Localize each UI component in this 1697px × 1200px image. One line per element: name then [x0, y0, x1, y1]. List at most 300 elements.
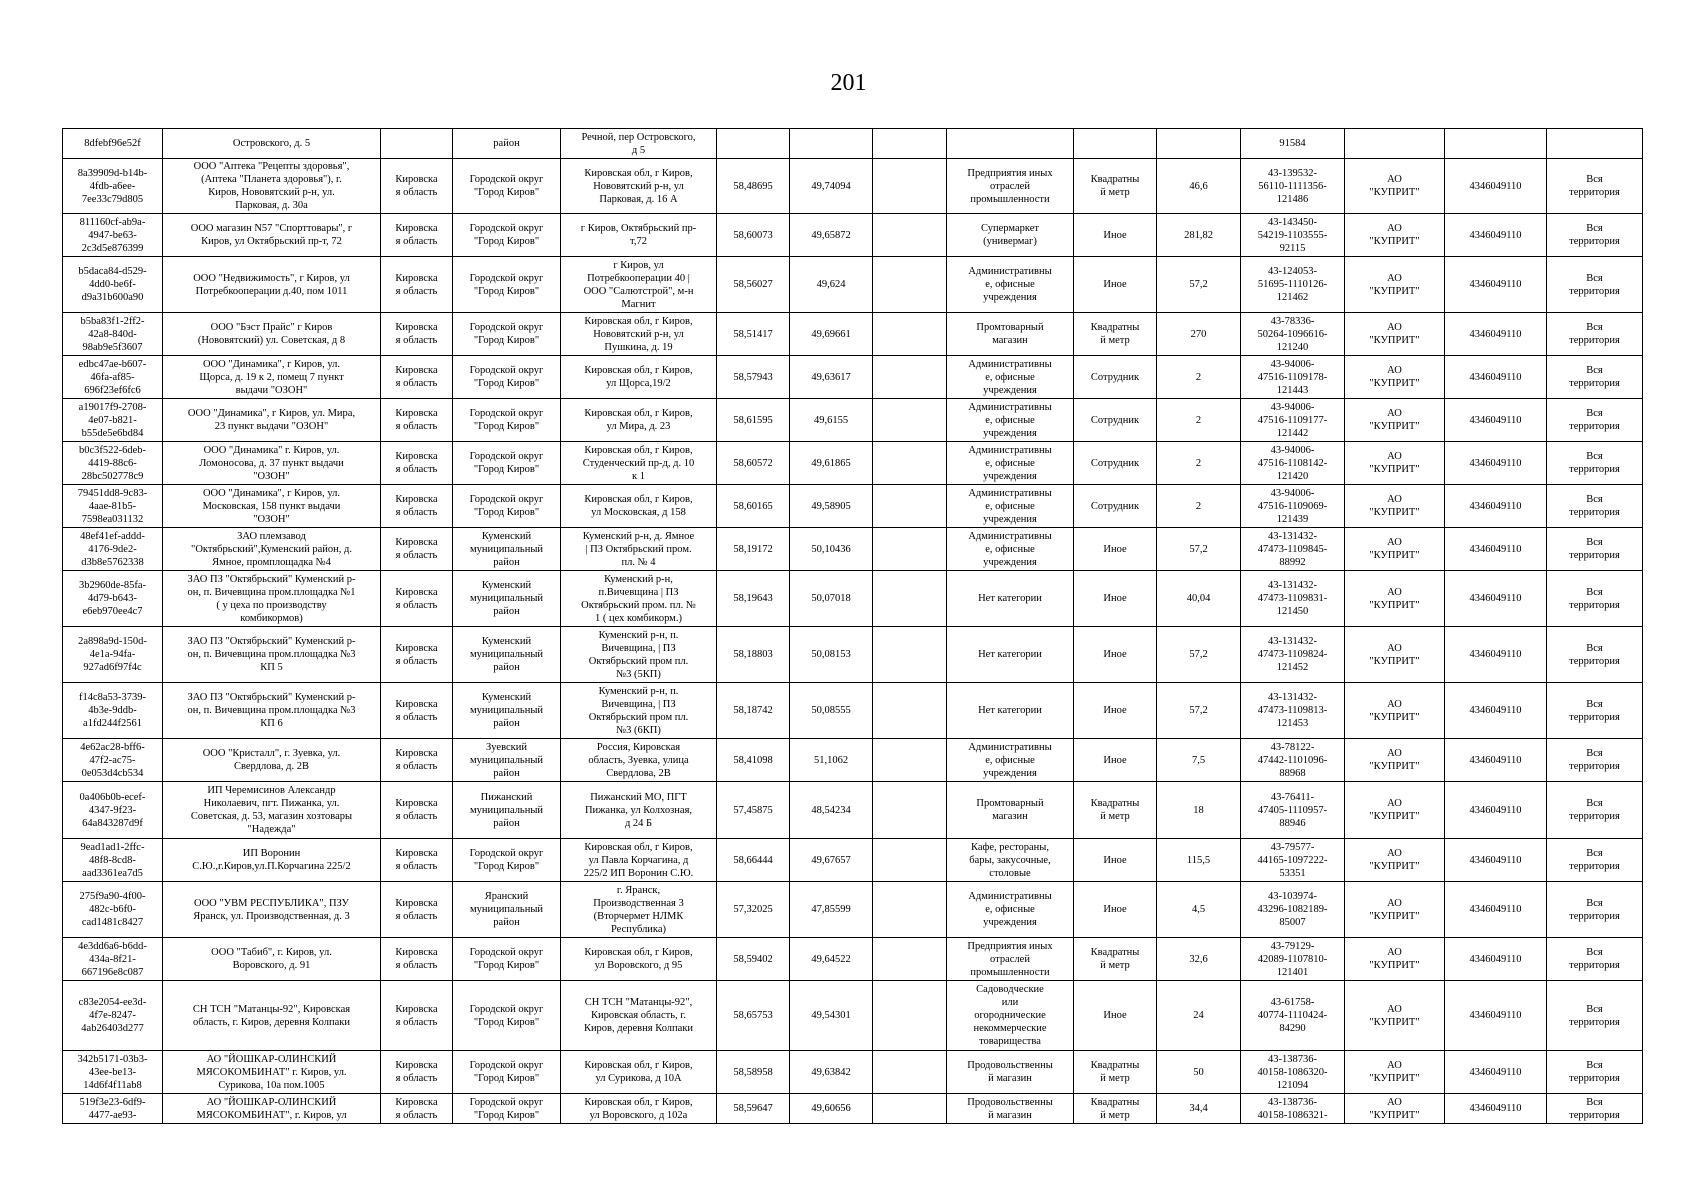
cell-text: 811160cf-ab9a- 4947-be63- 2c3d5e876399 — [79, 216, 146, 254]
cell-address — [561, 981, 717, 1051]
cell-operator — [1345, 528, 1445, 571]
cell-category — [947, 313, 1074, 356]
cell-organization — [163, 571, 381, 627]
cell-unit — [1074, 839, 1157, 882]
cell-text: Вся территория — [1569, 537, 1620, 561]
cell-latitude — [717, 313, 790, 356]
cell-unit — [1074, 683, 1157, 739]
cell-text: Городской округ "Город Киров" — [469, 1060, 544, 1084]
cell-text: Нет категории — [978, 705, 1042, 716]
cell-longitude — [790, 528, 873, 571]
cell-text: Вся территория — [1569, 798, 1620, 822]
cell-site-code — [1241, 159, 1345, 214]
cell-quantity — [1157, 159, 1241, 214]
cell-longitude — [790, 627, 873, 683]
cell-text: АО "КУПРИТ" — [1369, 223, 1420, 247]
cell-empty — [873, 313, 947, 356]
cell-unit — [1074, 1094, 1157, 1124]
cell-region — [381, 214, 453, 257]
cell-municipality — [453, 257, 561, 313]
cell-inn — [1445, 1094, 1547, 1124]
cell-text: Городской округ "Город Киров" — [469, 322, 544, 346]
registry-table — [62, 128, 1643, 1124]
cell-text: Кировска я область — [395, 174, 438, 198]
cell-record-id — [63, 1051, 163, 1094]
cell-quantity — [1157, 882, 1241, 938]
cell-text: Кировская обл, г Киров, ул Воровского, д 95 — [584, 947, 693, 971]
table-row — [63, 257, 1643, 313]
cell-longitude — [790, 1094, 873, 1124]
cell-territory — [1547, 882, 1643, 938]
cell-quantity — [1157, 739, 1241, 782]
cell-text: ООО "Динамика", г Киров, ул. Московская, 158 пункт выдачи "ОЗОН" — [202, 487, 341, 525]
cell-text: Административны е, офисные учреждения — [968, 444, 1052, 482]
cell-region — [381, 839, 453, 882]
cell-quantity — [1157, 214, 1241, 257]
cell-text: 58,19172 — [733, 543, 773, 555]
cell-latitude — [717, 356, 790, 399]
cell-organization — [163, 683, 381, 739]
table-row — [63, 313, 1643, 356]
cell-region — [381, 313, 453, 356]
cell-text: СН ТСН "Матанцы-92", Кировская область, г. Киров, деревня Колпаки — [583, 997, 694, 1034]
cell-text: 57,32025 — [733, 904, 773, 915]
cell-latitude — [717, 442, 790, 485]
cell-category — [947, 882, 1074, 938]
cell-text: АО "КУПРИТ" — [1369, 1003, 1420, 1028]
cell-inn — [1445, 782, 1547, 839]
cell-text: 43-103974- 43296-1082189- 85007 — [1257, 891, 1328, 928]
cell-text: 58,57943 — [733, 371, 773, 383]
cell-address — [561, 1051, 717, 1094]
cell-latitude — [717, 1051, 790, 1094]
cell-municipality — [453, 129, 561, 159]
cell-site-code — [1241, 683, 1345, 739]
cell-text: 2 — [1195, 457, 1202, 469]
cell-text: 4346049110 — [1469, 854, 1522, 866]
cell-quantity — [1157, 839, 1241, 882]
cell-text: 49,67657 — [811, 854, 851, 866]
cell-organization — [163, 1051, 381, 1094]
cell-text: 4,5 — [1191, 904, 1206, 915]
cell-text: 49,54301 — [811, 1010, 851, 1021]
cell-text: 58,65753 — [733, 1010, 773, 1021]
cell-text: 50,08555 — [811, 705, 851, 716]
cell-operator — [1345, 129, 1445, 159]
cell-text: АО "КУПРИТ" — [1369, 698, 1420, 723]
table-row — [63, 739, 1643, 782]
cell-quantity — [1157, 782, 1241, 839]
cell-category — [947, 981, 1074, 1051]
cell-text: 43-124053- 51695-1110126- 121462 — [1257, 266, 1328, 303]
cell-site-code — [1241, 129, 1345, 159]
cell-text: Куменский муниципальный район — [469, 692, 544, 729]
cell-text: ООО "Бэст Прайс" г Киров (Нововятский) ул. Советская, д 8 — [197, 322, 346, 346]
cell-text: Кировская обл, г Киров, ул Воровского, д 102а — [584, 1096, 693, 1121]
cell-longitude — [790, 356, 873, 399]
cell-empty — [873, 683, 947, 739]
cell-text: Иное — [1103, 649, 1127, 660]
cell-text: 58,48695 — [733, 180, 773, 192]
cell-address — [561, 129, 717, 159]
cell-empty — [873, 159, 947, 214]
cell-territory — [1547, 442, 1643, 485]
cell-text: 4346049110 — [1469, 705, 1522, 716]
cell-address — [561, 683, 717, 739]
cell-address — [561, 485, 717, 528]
cell-operator — [1345, 627, 1445, 683]
cell-text: 4346049110 — [1469, 279, 1522, 290]
cell-inn — [1445, 356, 1547, 399]
cell-empty — [873, 739, 947, 782]
cell-empty — [873, 627, 947, 683]
cell-operator — [1345, 257, 1445, 313]
cell-text: АО "КУПРИТ" — [1369, 1060, 1420, 1084]
cell-text: Вся территория — [1569, 1003, 1620, 1028]
cell-text: Вся территория — [1569, 365, 1620, 389]
cell-unit — [1074, 399, 1157, 442]
cell-inn — [1445, 839, 1547, 882]
cell-text: Вся территория — [1569, 494, 1620, 518]
cell-empty — [873, 571, 947, 627]
cell-text: Иное — [1103, 279, 1127, 290]
cell-text: 0a406b0b-ecef- 4347-9f23- 64a843287d9f — [79, 791, 146, 829]
cell-longitude — [790, 129, 873, 159]
cell-empty — [873, 356, 947, 399]
cell-text: Городской округ "Город Киров" — [469, 1096, 544, 1121]
cell-organization — [163, 485, 381, 528]
cell-text: Кировска я область — [395, 365, 438, 389]
cell-inn — [1445, 981, 1547, 1051]
cell-record-id — [63, 528, 163, 571]
cell-text: 58,60073 — [733, 229, 773, 241]
cell-text: АО "КУПРИТ" — [1369, 174, 1420, 198]
cell-text: Кировская обл, г Киров, ул Щорса,19/2 — [584, 365, 693, 389]
cell-inn — [1445, 257, 1547, 313]
cell-text: ИП Воронин С.Ю.,г.Киров,ул.П.Корчагина 225/2 — [192, 848, 351, 872]
cell-text: 4346049110 — [1469, 180, 1522, 192]
cell-category — [947, 1051, 1074, 1094]
cell-text: Зуевский муниципальный район — [469, 741, 544, 779]
cell-text: Яранский муниципальный район — [469, 891, 544, 928]
cell-text: Иное — [1103, 543, 1127, 555]
cell-site-code — [1241, 1094, 1345, 1124]
cell-text: Административны е, офисные учреждения — [968, 741, 1052, 779]
cell-latitude — [717, 214, 790, 257]
cell-text: ЗАО племзавод "Октябрьский",Куменский район, д. Ямное, промплощадка №4 — [191, 530, 352, 568]
cell-longitude — [790, 257, 873, 313]
cell-text: Островского, д. 5 — [232, 138, 311, 149]
cell-municipality — [453, 313, 561, 356]
cell-text: Иное — [1103, 1010, 1127, 1021]
cell-organization — [163, 882, 381, 938]
cell-text: г. Яранск, Производственная 3 (Вторчермет НЛМК Республика) — [593, 884, 684, 935]
cell-text: 49,6155 — [813, 414, 849, 426]
cell-text: Квадратны й метр — [1090, 798, 1140, 822]
cell-text: 43-94006- 47516-1109178- 121443 — [1257, 358, 1328, 396]
cell-latitude — [717, 739, 790, 782]
cell-empty — [873, 485, 947, 528]
cell-quantity — [1157, 442, 1241, 485]
cell-text: АО "КУПРИТ" — [1369, 848, 1420, 872]
cell-territory — [1547, 313, 1643, 356]
cell-operator — [1345, 313, 1445, 356]
cell-text: ООО "Табиб", г. Киров, ул. Воровского, д. 91 — [211, 947, 332, 971]
cell-quantity — [1157, 528, 1241, 571]
cell-text: 43-79577- 44165-1097222- 53351 — [1257, 841, 1328, 879]
cell-record-id — [63, 129, 163, 159]
cell-text: 43-131432- 47473-1109845- 88992 — [1257, 530, 1328, 568]
cell-text: 49,64522 — [811, 953, 851, 965]
cell-text: 58,59402 — [733, 953, 773, 965]
cell-category — [947, 356, 1074, 399]
cell-record-id — [63, 356, 163, 399]
cell-empty — [873, 782, 947, 839]
table-row — [63, 399, 1643, 442]
cell-territory — [1547, 782, 1643, 839]
cell-text: Административны е, офисные учреждения — [968, 358, 1052, 396]
cell-unit — [1074, 442, 1157, 485]
cell-text: Предприятия иных отраслей промышленности — [967, 940, 1053, 978]
cell-latitude — [717, 938, 790, 981]
cell-text: 4346049110 — [1469, 414, 1522, 426]
cell-text: Городской округ "Город Киров" — [469, 848, 544, 872]
cell-region — [381, 1051, 453, 1094]
cell-inn — [1445, 214, 1547, 257]
cell-text: 40,04 — [1186, 593, 1211, 604]
cell-text: Кировска я область — [395, 947, 438, 971]
cell-municipality — [453, 627, 561, 683]
cell-text: Городской округ "Город Киров" — [469, 408, 544, 432]
cell-territory — [1547, 257, 1643, 313]
cell-record-id — [63, 571, 163, 627]
cell-site-code — [1241, 839, 1345, 882]
cell-text: Кировска я область — [395, 1060, 438, 1084]
cell-longitude — [790, 739, 873, 782]
cell-text: АО "КУПРИТ" — [1369, 272, 1420, 297]
cell-region — [381, 938, 453, 981]
cell-text: ООО "Аптека "Рецепты здоровья", (Аптека "Планета здоровья"), г. Киров, Нововятский р-н, ул. Парковая, д. 30а — [193, 161, 350, 211]
cell-text: АО "КУПРИТ" — [1369, 947, 1420, 971]
cell-empty — [873, 839, 947, 882]
cell-quantity — [1157, 485, 1241, 528]
cell-unit — [1074, 528, 1157, 571]
cell-municipality — [453, 528, 561, 571]
cell-territory — [1547, 485, 1643, 528]
cell-text: Пижанский муниципальный район — [469, 791, 544, 829]
cell-category — [947, 839, 1074, 882]
cell-text: b5daca84-d529- 4dd0-be6f- d9a31b600a90 — [78, 266, 147, 303]
cell-text: 4346049110 — [1469, 953, 1522, 965]
cell-text: Вся территория — [1569, 642, 1620, 667]
cell-region — [381, 485, 453, 528]
cell-text: 50 — [1193, 1066, 1204, 1078]
cell-category — [947, 683, 1074, 739]
cell-text: Городской округ "Город Киров" — [469, 174, 544, 198]
cell-text: ООО "Динамика" г. Киров, ул. Ломоносова, д. 37 пункт выдачи "ОЗОН" — [199, 444, 344, 482]
cell-text: г Киров, Октябрьский пр- т,72 — [580, 223, 697, 247]
cell-text: 57,2 — [1189, 705, 1208, 716]
cell-category — [947, 159, 1074, 214]
cell-text: 43-131432- 47473-1109824- 121452 — [1257, 636, 1328, 673]
cell-text: Промтоварный магазин — [976, 798, 1044, 822]
table-row — [63, 356, 1643, 399]
cell-record-id — [63, 399, 163, 442]
cell-text: Куменский муниципальный район — [469, 580, 544, 617]
cell-text: 79451dd8-9c83- 4aae-81b5- 7598ea031132 — [77, 487, 148, 525]
cell-text: ООО "Динамика", г Киров, ул. Мира, 23 пункт выдачи "ОЗОН" — [187, 408, 356, 432]
cell-region — [381, 442, 453, 485]
cell-site-code — [1241, 257, 1345, 313]
cell-text: 48,54234 — [811, 804, 851, 816]
cell-address — [561, 938, 717, 981]
cell-organization — [163, 739, 381, 782]
cell-inn — [1445, 442, 1547, 485]
cell-address — [561, 214, 717, 257]
cell-text: Кировска я область — [395, 698, 438, 723]
cell-operator — [1345, 159, 1445, 214]
cell-text: 4346049110 — [1469, 804, 1522, 816]
cell-record-id — [63, 313, 163, 356]
cell-record-id — [63, 257, 163, 313]
cell-text: 49,60656 — [811, 1103, 851, 1114]
cell-text: ООО "Недвижимость", г Киров, ул Потребкооперации д.40, пом 1011 — [193, 272, 350, 297]
cell-operator — [1345, 981, 1445, 1051]
cell-organization — [163, 782, 381, 839]
cell-text: 4346049110 — [1469, 649, 1522, 660]
cell-text: 2a898a9d-150d- 4e1a-94fa- 927ad6f97f4c — [78, 636, 147, 673]
cell-category — [947, 442, 1074, 485]
cell-empty — [873, 399, 947, 442]
cell-site-code — [1241, 399, 1345, 442]
cell-text: Иное — [1103, 705, 1127, 716]
cell-quantity — [1157, 356, 1241, 399]
cell-empty — [873, 214, 947, 257]
cell-territory — [1547, 214, 1643, 257]
cell-latitude — [717, 129, 790, 159]
cell-text: 275f9a90-4f00- 482c-b6f0- cad1481c8427 — [79, 891, 146, 928]
cell-text: Сотрудник — [1090, 371, 1140, 383]
cell-empty — [873, 1051, 947, 1094]
cell-text: 4346049110 — [1469, 229, 1522, 241]
cell-text: 7,5 — [1191, 754, 1206, 766]
cell-text: Городской округ "Город Киров" — [469, 947, 544, 971]
cell-text: 4346049110 — [1469, 500, 1522, 512]
cell-region — [381, 356, 453, 399]
cell-text: 58,51417 — [733, 328, 773, 340]
cell-organization — [163, 129, 381, 159]
cell-operator — [1345, 442, 1445, 485]
cell-site-code — [1241, 442, 1345, 485]
cell-inn — [1445, 528, 1547, 571]
cell-text: Кировска я область — [395, 322, 438, 346]
cell-text: Кировская обл, г Киров, ул Московская, д 158 — [584, 494, 693, 518]
cell-text: АО "ЙОШКАР-ОЛИНСКИЙ МЯСОКОМБИНАТ" г. Киров, ул. Сурикова, 10а пом.1005 — [196, 1053, 347, 1091]
cell-unit — [1074, 627, 1157, 683]
cell-text: 58,41098 — [733, 754, 773, 766]
cell-longitude — [790, 159, 873, 214]
table-row — [63, 938, 1643, 981]
cell-quantity — [1157, 683, 1241, 739]
cell-inn — [1445, 882, 1547, 938]
cell-territory — [1547, 683, 1643, 739]
cell-text: АО "КУПРИТ" — [1369, 748, 1420, 772]
cell-text: Вся территория — [1569, 322, 1620, 346]
cell-text: 34,4 — [1189, 1103, 1208, 1114]
cell-organization — [163, 442, 381, 485]
cell-text: Административны е, офисные учреждения — [968, 266, 1052, 303]
cell-text: 58,61595 — [733, 414, 773, 426]
cell-operator — [1345, 571, 1445, 627]
cell-text: 48ef41ef-addd- 4176-9de2- d3b8e5762338 — [80, 530, 145, 568]
cell-category — [947, 129, 1074, 159]
cell-text: Кировска я область — [395, 798, 438, 822]
cell-inn — [1445, 739, 1547, 782]
cell-region — [381, 257, 453, 313]
cell-text: 49,63617 — [811, 371, 851, 383]
cell-longitude — [790, 571, 873, 627]
cell-site-code — [1241, 981, 1345, 1051]
cell-text: Куменский р-н, д. Ямное | ПЗ Октябрьский пром. пл. № 4 — [582, 530, 695, 568]
cell-organization — [163, 528, 381, 571]
cell-text: 4346049110 — [1469, 593, 1522, 604]
cell-latitude — [717, 839, 790, 882]
cell-text: Вся территория — [1569, 748, 1620, 772]
cell-text: Садоводческие или огороднические некоммерческие товарищества — [973, 984, 1047, 1047]
cell-text: Городской округ "Город Киров" — [469, 223, 544, 247]
cell-text: 43-78122- 47442-1101096- 88968 — [1257, 741, 1328, 779]
cell-text: Городской округ "Город Киров" — [469, 365, 544, 389]
cell-territory — [1547, 399, 1643, 442]
cell-territory — [1547, 938, 1643, 981]
cell-operator — [1345, 882, 1445, 938]
cell-region — [381, 782, 453, 839]
cell-text: ИП Черемисинов Александр Николаевич, пгт. Пижанка, ул. Советская, д. 53, магазин хозтовары "Надежда" — [190, 785, 353, 835]
cell-longitude — [790, 442, 873, 485]
cell-text: Вся территория — [1569, 1060, 1620, 1084]
cell-region — [381, 571, 453, 627]
cell-text: АО "КУПРИТ" — [1369, 897, 1420, 922]
cell-text: Квадратны й метр — [1090, 1060, 1140, 1084]
cell-text: 4346049110 — [1469, 754, 1522, 766]
cell-text: 58,56027 — [733, 279, 773, 290]
cell-text: Сотрудник — [1090, 500, 1140, 512]
cell-text: Кафе, рестораны, бары, закусочные, столовые — [969, 841, 1051, 879]
cell-record-id — [63, 442, 163, 485]
cell-address — [561, 257, 717, 313]
table-row — [63, 1094, 1643, 1124]
cell-inn — [1445, 627, 1547, 683]
cell-text: Продовольственны й магазин — [967, 1096, 1053, 1121]
cell-text: 49,58905 — [811, 500, 851, 512]
cell-text: 4346049110 — [1469, 543, 1522, 555]
table-row — [63, 159, 1643, 214]
cell-record-id — [63, 839, 163, 882]
table-row — [63, 1051, 1643, 1094]
cell-latitude — [717, 981, 790, 1051]
cell-territory — [1547, 1051, 1643, 1094]
cell-territory — [1547, 159, 1643, 214]
table-row — [63, 981, 1643, 1051]
cell-text: 58,18742 — [733, 705, 773, 716]
cell-text: ООО "Динамика", г Киров, ул. Щорса, д. 19 к 2, помещ 7 пункт выдачи "ОЗОН" — [199, 358, 344, 396]
cell-organization — [163, 399, 381, 442]
cell-text: Иное — [1103, 854, 1127, 866]
cell-text: 57,2 — [1189, 279, 1208, 290]
cell-unit — [1074, 1051, 1157, 1094]
cell-text: Квадратны й метр — [1090, 1096, 1140, 1121]
cell-text: Пижанский МО, ПГТ Пижанка, ул Колхозная, д 24 Б — [584, 791, 693, 829]
